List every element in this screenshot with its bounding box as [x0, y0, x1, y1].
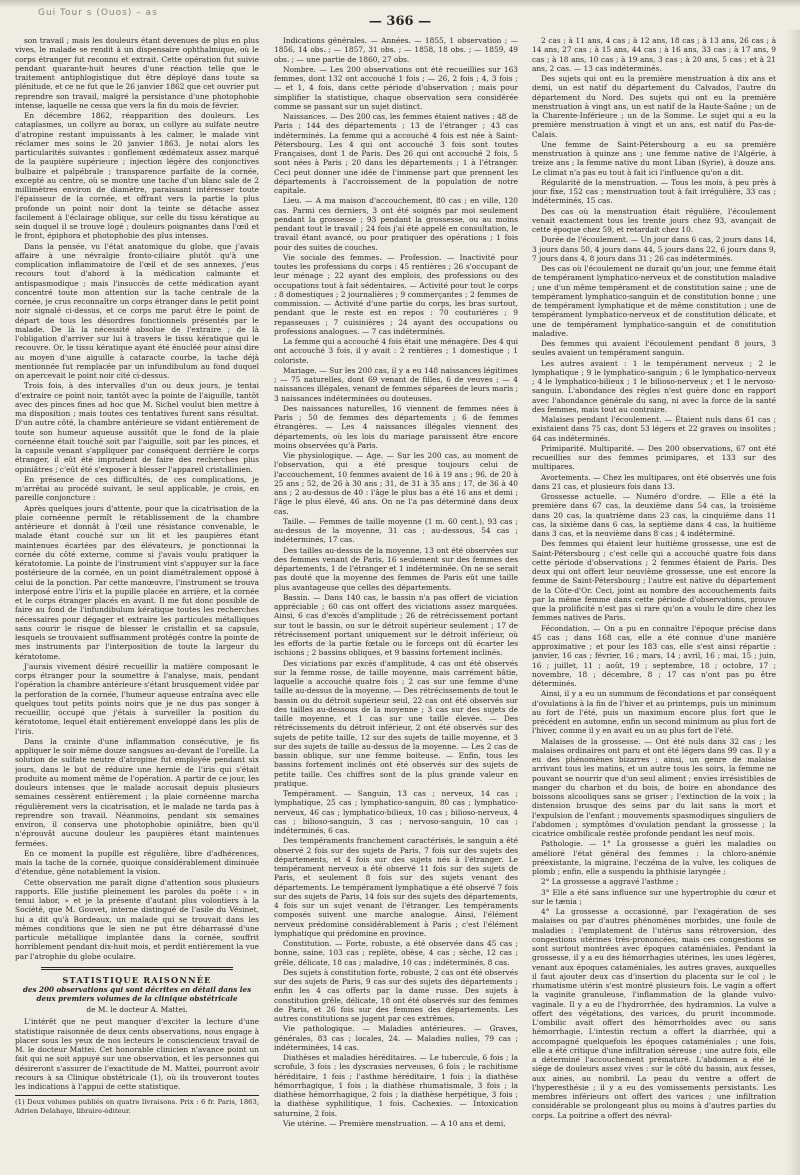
- column-1-body: [15, 36, 259, 961]
- paragraph: Dans la pensée, vu l'état anatomique du globe, que j'avais affaire à une névralgie fronto-ciliaire plutôt qu'à une complication inflammatoire de l'œil et de ses annexes, j'eus recours tout d'abord à la médication calmante et antispasmodique ; mais l'insuccès de cette médication ayant concentré toute mon attention sur la tache centrale de la cornée, je crus reconnaître un corps étranger dans le petit point noir signalé ci-dessus, et ce corps me parut être le point de départ de tous les désordres fonctionnels présentés par le malade. De là la nécessité absolue de l'extraire ; de là l'obligation d'arriver sur lui à travers le tissu kératique qui le recouvre. Or, le tissu kératique ayant été énucléé pour ainsi dire au moyen d'une aiguille à cataracte courbe, la tache déjà mentionnée fut remplacée par un infundibulum au fond duquel on apercevait le point noir cité ci-dessus.: [15, 241, 259, 380]
- paragraph: Vie sociale des femmes. — Profession. — Inactivité pour toutes les professions du corps : 45 rentières ; 26 s'occupant de leur ménage ; 22 ayant des emplois, des professions ou des occupations tout à fait sédentaires. — Activité pour tout le corps : 8 domestiques ; 2 journalières ; 9 commerçantes ; 2 femmes de commission. — Activité d'une partie du corps, les bras surtout, pendant que le reste est en repos : 70 couturières ; 9 repasseuses ; 7 cuisinières ; 24 ayant des occupations ou professions analogues. — 7 cas indéterminés.: [274, 252, 518, 336]
- paragraph: Des sujets à constitution forte, robuste, 2 cas ont été observés sur des sujets de Paris, 9 cas sur des sujets des départements ; enfin les 4 cas offerts par la dame russe. Des sujets à constitution grêle, délicate, 18 ont été observés sur des femmes de Paris, et 26 fois sur des femmes des départements. Les autres constitutions se jugent par ces extrêmes.: [274, 967, 518, 1023]
- paragraph: La femme qui a accouché 4 fois était une ménagère. Des 4 qui ont accouché 3 fois, il y avait : 2 rentières ; 1 domestique ; 1 coloriste.: [274, 337, 518, 365]
- page-number: — 366 —: [368, 14, 432, 29]
- scan-top-edge: [0, 0, 800, 8]
- paragraph: Primiparité. Multiparité. — Des 200 observations, 67 ont été recueillies sur des femmes primipares, et 133 sur des multipares.: [532, 443, 776, 472]
- paragraph: 4° La grossesse a occasionné, par l'exagération de ses malaises ou par d'autres phénomènes morbides, une foule de maladies : l'emplatement de l'utérus sans rétroversion, des congestions utérines très-prononcées, mais ces congestions se sont surtout montrées avec époques cataméniales. Pendant la grossesse, il y a eu des hémorrhagies utérines, les unes légères, venant aux époques cataméniales, les autres graves, auxquelles il faut ajouter deux cas d'insertion du placenta sur le col ; le rhumatisme utérin s'est montré plusieurs fois. Le vagin a offert la vaginite granuleuse, l'inflammation de la glande vulvo-vaginale. Il y a eu de l'hydrorrhée, des hydramnios. La vulve a offert des végétations, des varices, du prurit incommode. L'ombilic avait offert des hémorrhoïdes avec ou sans hémorrhagie. L'intestin rectum a offert la diarrhée, qui a accompagné quelquefois les époques cataméniales ; une fois, elle a été critique d'une infiltration séreuse ; une autre fois, elle a déterminé l'accouchement prématuré. L'abdomen a été le siège de douleurs assez vives : sur le côté du bassin, aux fesses, aux aines, au nombril. La peau du ventre a offert de l'hyperesthésie ; il y a eu des vomissements persistants. Les membres inférieurs ont offert des varices ; une infiltration considérable se prolongeant plus ou moins à d'autres parties du corps. La poitrine a offert des névral-: [532, 907, 776, 1120]
- paragraph: Vie physiologique. — Age. — Sur les 200 cas, au moment de l'observation, qui a été presque toujours celui de l'accouchement, 10 femmes avaient de 16 à 19 ans ; 96, de 20 à 25 ans ; 52, de 26 à 30 ans ; 31, de 31 à 35 ans ; 17, de 36 à 40 ans ; 2 au-dessus de 40 : l'âge le plus bas a été 16 ans et demi ; l'âge le plus élevé, 46 ans. On ne l'a pas déterminé dans deux cas.: [274, 451, 518, 516]
- paragraph: Indications générales. — Années. — 1855, 1 observation ; — 1856, 14 obs. ; — 1857, 31 obs. ; — 1858, 18 obs. ; — 1859, 49 obs. ; — une partie de 1860, 27 obs.: [274, 36, 518, 64]
- paragraph: Cette observation me paraît digne d'attention sous plusieurs rapports. Elle justifie pleinement les paroles du poëte : « in tenui labor, » et je la présente d'autant plus volontiers à la Société, que M. Gouvet, interne distingué de l'asile du Vésinet, lui a dit qu'à Bordeaux, un malade qui se trouvait dans les mêmes conditions que le sien ne put être débarrassé d'une particule métallique implantée dans la cornée, souffrit horriblement pendant dix-huit mois, et perdit entièrement la vue par l'atrophie du globe oculaire.: [15, 877, 259, 961]
- paragraph: Malaises de la grossesse. — Ont été nuls dans 32 cas ; les malaises ordinaires ont paru et ont été légers dans 99 cas. Il y a eu des phénomènes bizarres ; ainsi, un genre de malaise arrivant tous les matins, et un autre tous les soirs, la femme ne pouvant se nourrir que d'un seul aliment ; envies irrésistibles de manger du charbon et du bois, de boire en abondance des boissons alcooliques sans se griser ; l'extinction de la voix ; la distension brusque des seins par du lait sans la mort et l'expulsion de l'enfant ; mouvements spasmodiques singuliers de l'abdomen ; symptômes d'ovulation pendant la grossesse ; la cicatrice ombilicale restée profonde pendant les neuf mois.: [532, 736, 776, 838]
- paragraph: Des viciations par excès d'amplitude, 4 cas ont été observés sur la femme rosse, de taille moyenne, mais carrément bâtie, laquelle a accouché quatre fois ; 2 cas sur une femme d'une taille au-dessus de la moyenne. — Des rétrécissements de tout le bassin ou du détroit supérieur seul, 22 cas ont été observés sur des tailles au-dessous de la moyenne ; 3 cas sur des sujets de taille moyenne, et 1 cas sur une taille élevée. — Des rétrécissements du détroit inférieur, 2 ont été observés sur des sujets de petite taille, 12 sur des sujets de taille moyenne, et 3 sur des sujets de taille au-dessus de la moyenne. — Les 2 cas de bassin oblique, sur une femme boiteuse. — Enfin, tous les bassins fortement inclinés ont été observés sur des sujets de petite taille. Ces chiffres sont de la plus grande valeur en pratique.: [274, 658, 518, 788]
- paragraph: Des femmes qui avaient l'écoulement pendant 8 jours, 3 seules avaient un tempérament sanguin.: [532, 339, 776, 358]
- paragraph: Bassin. — Dans 140 cas, le bassin n'a pas offert de viciation appréciable ; 60 cas ont offert des viciations assez marquées. Ainsi, 6 cas d'excès d'amplitude ; 26 de rétrécissement portant sur tout le bassin, ou sur le détroit supérieur seulement ; 17 de rétrécissement portant uniquement sur le détroit inférieur, où les efforts de la partie fœtale ou le forceps ont dû écarter les ischions ; 2 bassins obliques, et 9 bassins fortement inclinés.: [274, 592, 518, 658]
- paragraph: En décembre 1862, réapparition des douleurs. Les cataplasmes, un collyre au borax, un collyre au sulfate neutre d'atropine restant impuissants à les calmer, le malade vint réclamer mes soins le 20 janvier 1863. Je notai alors les particularités suivantes : gonflement œdémateux assez marqué de la paupière supérieure ; injection légère des conjonctives bulbaire et palpébrale ; transparence parfaite de la cornée, excepté au centre, où se montre une tache d'un blanc sale de 2 millimètres environ de diamètre, paraissant intéresser toute l'épaisseur de la cornée, et offrant vers la partie la plus profonde un point noir dont la teinte se détache assez facilement à l'éclairage oblique, sur celle du tissu kératique au sein duquel il se trouve logé ; douleurs poignantes dans l'œil et le front, épiphora et photophobie des plus intenses.: [15, 111, 259, 241]
- paragraph: Des cas où la menstruation était régulière, l'écoulement venait exactement tous les trente jours chez 93, avançait de cette époque chez 59, et retardait chez 10.: [532, 206, 776, 234]
- paragraph: Mariage. — Sur les 200 cas, il y a eu 148 naissances légitimes ; — 75 naturelles, dont 69 venant de filles, 6 de veuves ; — 4 naissances illégales, venant de femmes séparées de leurs maris ; 3 naissances indéterminées ou douteuses.: [274, 365, 518, 403]
- column-2: [274, 36, 518, 1161]
- paragraph: Trois fois, à des intervalles d'un ou deux jours, je tentai d'extraire ce point noir, tantôt avec la pointe de l'aiguille, tantôt avec des pinces fines ad hoc que M. Sichel voulut bien mettre à ma disposition ; mais toutes ces tentatives furent sans résultat. D'un autre côté, la chambre antérieure se vidant entièrement de toute son humeur aqueuse aussitôt que le fond de la plaie cornéenne était touché soit par l'aiguille, soit par les pinces, et la capsule venant s'appliquer par conséquent derrière le corps étranger, il eût été imprudent de faire des recherches plus opiniâtres ; c'eût été s'exposer à blesser l'appareil cristallinien.: [15, 381, 259, 474]
- paragraph: En ce moment la pupille est régulière, libre d'adhérences, mais la tache de la cornée, quoique considérablement diminuée d'étendue, gêne notablement la vision.: [15, 848, 259, 877]
- paragraph: Naissances. — Des 200 cas, les femmes étaient natives : 48 de Paris ; 144 des départements ; 13 de l'étranger ; 43 cas indéterminés. La femme qui a accouché 4 fois est née à Saint-Pétersbourg. Les 4 qui ont accouché 3 fois sont toutes Françaises, dont 1 de Paris. Des 26 qui ont accouché 2 fois, 5 sont nées à Paris ; 20 dans les départements ; 1 à l'étranger. Ceci peut donner une idée de l'immense part que prennent les départements à l'accroissement de la population de notre capitale.: [274, 112, 518, 195]
- paragraph: Des naissances naturelles, 16 viennent de femmes nées à Paris ; 50 de femmes des départements ; 6 de femmes étrangères. — Les 4 naissances illégales viennent des départements, où les lois du mariage paraissent être encore moins observées qu'à Paris.: [274, 403, 518, 450]
- paragraph: Ainsi, il y a eu un summum de fécondations et par conséquent d'ovulations à la fin de l'hiver et au printemps, puis un minimum au fort de l'été, puis un maximum encore plus fort que le précédent en automne, enfin un second minimum au plus fort de l'hiver, comme il y en avait eu un au plus fort de l'été.: [532, 689, 776, 736]
- paragraph: En présence de ces difficultés, de ces complications, je m'arrêtai au procédé suivant, le seul applicable, je crois, en pareille conjoncture :: [15, 474, 259, 503]
- running-head-left: Gui Tour s (Ouos) – as: [38, 8, 158, 18]
- paragraph: Des femmes qui étaient leur huitième grossesse, une est de Saint-Pétersbourg ; c'est celle qui a accouché quatre fois dans cette période d'observations ; 2 femmes étaient de Paris. Des deux qui ont offert leur neuvième grossesse, une est encore la femme de Saint-Pétersbourg ; l'autre est native du département de la Côte-d'Or. Ceci, joint au nombre des accouchements faits par la même femme dans cette période d'observations, prouve que la prolificité n'est pas si rare qu'on a voulu le dire chez les femmes natives de Paris.: [532, 539, 776, 623]
- paragraph: Vie pathologique. — Maladies antérieures. — Graves, générales, 83 cas ; locales, 24. — Maladies nulles, 79 cas ; indéterminées, 14 cas.: [274, 1024, 518, 1052]
- paragraph: Grossesse actuelle. — Numéro d'ordre. — Elle a été la première dans 67 cas, la deuxième dans 54 cas, la troisième dans 20 cas, la quatrième dans 23 cas, la cinquième dans 11 cas, la sixième dans 6 cas, la septième dans 4 cas, la huitième dans 3 cas, et la neuvième dans 8 cas ; 4 indéterminé.: [532, 492, 776, 538]
- paragraph: Lieu. — A ma maison d'accouchement, 80 cas ; en ville, 120 cas. Parmi ces derniers, 3 ont été soignés par moi seulement pendant la grossesse ; 93 pendant la grossesse, ou au moins pendant tout le travail ; 24 fois j'ai été appelé en consultation, le travail étant avancé, ou pour pratiquer des opérations ; 1 fois pour des suites de couches.: [274, 196, 518, 252]
- scan-right-edge: [786, 30, 800, 1175]
- section-title: STATISTIQUE RAISONNÉE: [62, 974, 212, 985]
- section-author: de M. le docteur A. Mattei.: [86, 1005, 188, 1014]
- paragraph: Pathologie. — 1° La grossesse a guéri les maladies ou amélioré l'état général des femmes : la chloro-anémie préexistante, la migraine, l'eczéma de la vulve, les coliques de plomb ; enfin, elle a suspendu la phthisie laryngée ;: [532, 839, 776, 876]
- section-divider: [41, 967, 233, 970]
- paragraph: Vie utérine. — Première menstruation. — A 10 ans et demi,: [283, 1118, 506, 1128]
- column-1: [15, 36, 259, 1161]
- footnote: (1) Deux volumes publiés en quatre livraisons. Prix : 6 fr. Paris, 1863, Adrien Delahaye, libraire-éditeur.: [15, 1095, 259, 1115]
- paragraph: J'aurais vivement désiré recueillir la matière composant le corps étranger pour la soumettre à l'analyse, mais, pendant l'opération la chambre antérieure s'étant brusquement vidée par la perforation de la cornée, l'humeur aqueuse entraîna avec elle quelques tout petits points noirs que je ne dus pas songer à recueillir, occupé que j'étais à surveiller la position du kératotome, lequel était entièrement enveloppé dans les plis de l'iris.: [15, 661, 259, 736]
- paragraph: Des cas où l'écoulement ne durait qu'un jour, une femme était de tempérament lymphatico-nerveux et de constitution maladive ; une d'un même tempérament et de constitution saine ; une de tempérament lymphatico-sanguin et de constitution bonne ; une de tempérament lymphatique et de même constitution ; une de tempérament lymphatico-nerveux et de constitution délicate, et une de tempérament lymphatico-sanguin et de constitution maladive.: [532, 264, 776, 338]
- paragraph: 2 cas ; à 11 ans, 4 cas ; à 12 ans, 18 cas ; à 13 ans, 26 cas ; à 14 ans, 27 cas ; à 15 ans, 44 cas ; à 16 ans, 33 cas ; à 17 ans, 9 cas ; à 18 ans, 10 cas ; à 19 ans, 3 cas ; à 20 ans, 5 cas ; et à 21 ans, 2 cas. — 13 cas indéterminés.: [532, 36, 776, 73]
- section-body: [15, 1017, 259, 1091]
- paragraph: Tempérament. — Sanguin, 13 cas ; nerveux, 14 cas ; lymphatique, 25 cas ; lymphatico-sanguin, 80 cas ; lymphatico-nerveux, 46 cas ; lymphatico-bilieux, 10 cas ; bilioso-nerveux, 4 cas ; bilioso-sanguin, 3 cas ; nervoso-sanguin, 10 cas ; indéterminés, 6 cas.: [274, 789, 518, 835]
- paragraph: Les autres avaient : 1 le tempérament nerveux ; 2 le lymphatique ; 9 le lymphatico-sanguin ; 6 le lymphatico-nerveux ; 4 le lymphatico-bilieux ; 1 le bilioso-nerveux ; et 1 le nervoso-sanguin. L'abondance des règles n'est guère donc en rapport avec l'abondance générale du sang, ni avec la force de la santé des femmes, mais tout au contraire.: [532, 358, 776, 414]
- paragraph: Avortements. — Chez les multipares, ont été observés une fois dans 21 cas, et plusieurs fois dans 13.: [532, 472, 776, 491]
- column-3: [532, 36, 776, 1161]
- paragraph: Taille. — Femmes de taille moyenne (1 m. 60 cent.), 93 cas ; au-dessus de la moyenne, 31 cas ; au-dessous, 54 cas ; indéterminés, 17 cas.: [274, 516, 518, 545]
- paragraph: Une femme de Saint-Pétersbourg a eu sa première menstruation à quinze ans ; une femme native de l'Algérie, à treize ans ; la femme native du mont Liban (Syrie), à douze ans. Le climat n'a pas eu tout à fait ici l'influence qu'on a dit.: [532, 139, 776, 177]
- paragraph: Durée de l'écoulement. — Un jour dans 6 cas, 2 jours dans 14, 3 jours dans 50, 4 jours dans 44, 5 jours dans 22, 6 jours dans 9, 7 jours dans 4, 8 jours dans 31 ; 26 cas indéterminés.: [532, 235, 776, 263]
- paragraph: Diathèses et maladies héréditaires. — Le tubercule, 6 fois ; la scrofule, 3 fois ; les dyscrasies nerveuses, 6 fois ; le rachitisme héréditaire, 1 fois ; l'asthme héréditaire, 1 fois ; la diathèse hémorrhagique, 1 fois ; la diathèse rhumatismale, 3 fois ; la diathèse hémorrhagique, 2 fois ; la diathèse herpétique, 3 fois ; la diathèse syphilitique, 1 fois. Cachexies. — Intoxication saturnine, 2 fois.: [274, 1053, 518, 1118]
- paragraph: Fécondation. — On a pu en connaître l'époque précise dans 45 cas ; dans 168 cas, elle a été connue d'une manière approximative ; et pour les 183 cas, elle s'est ainsi répartie : janvier, 16 cas ; février, 16 ; mars, 14 ; avril, 16 ; mai, 15 ; juin, 16 ; juillet, 11 ; août, 19 ; septembre, 18 ; octobre, 17 ; novembre, 18 ; décembre, 8 ; 17 cas n'ont pas pu être déterminés.: [532, 623, 776, 688]
- paragraph: Constitution. — Forte, robuste, a été observée dans 45 cas ; bonne, saine, 103 cas ; replète, obèse, 4 cas ; sèche, 12 cas ; grêle, délicate, 18 cas ; maladive, 10 cas ; indéterminés, 8 cas.: [274, 939, 518, 967]
- paragraph: Nombre. — Les 200 observations ont été recueillies sur 163 femmes, dont 132 ont accouché 1 fois ; — 26, 2 fois ; 4, 3 fois ; — et 1, 4 fois, dans cette période d'observation ; mais pour simplifier la statistique, chaque observation sera considérée comme se passant sur un sujet distinct.: [274, 64, 518, 111]
- paragraph: Dans la crainte d'une inflammation consécutive, je fis appliquer le soir même douze sangsues au-devant de l'oreille. La solution de sulfate neutre d'atropine fut employée pendant six jours, dans le but de réduire une hernie de l'iris qui s'était produite au moment même de l'opération. A partir de ce jour, les douleurs intenses que le malade accusait depuis plusieurs semaines cessèrent entièrement ; la plaie cornéenne marcha régulièrement vers la cicatrisation, et le malade ne tarda pas à reprendre son travail. Néanmoins, pendant six semaines environ, il conserva une photophobie opiniâtre, bien qu'il n'éprouvât aucune douleur les paupières étant maintenues fermées.: [15, 736, 259, 848]
- paragraph: son travail ; mais les douleurs étant devenues de plus en plus vives, le malade se rendit à un dispensaire ophthalmique, où le corps étranger fut reconnu et extrait. Cette opération fut suivie pendant quarante-huit heures d'une réaction telle que le traitement antiphlogistique dut être déployé dans toute sa plénitude, et ce ne fut que le 26 janvier 1862 que cet ouvrier put reprendre son travail, malgré la persistance d'une photophobie intense, laquelle ne cessa que vers la fin du mois de février.: [15, 36, 259, 110]
- paragraph: Après quelques jours d'attente, pour que la cicatrisation de la plaie cornéenne permît le rétablissement de la chambre antérieure et donnât à l'œil une résistance convenable, le malade étant couché sur un lit et les paupières étant maintenues écartées par des élévateurs, je ponctionnai la cornée du côté externe, comme si j'avais voulu pratiquer la kératotomie. La pointe de l'instrument vint s'appuyer sur la face postérieure de la cornée, en un point diamétralement opposé à celui de la ponction. Par cette manœuvre, l'instrument se trouva interposé entre l'iris et la pupille placée en arrière, et la cornée et le corps étranger placés en avant. Il me fut donc possible de faire au fond de l'infundibulum kératique toutes les recherches nécessaires pour dégager et extraire les particules métalliques sans courir le risque de blesser le cristallin et sa capsule, lesquels se trouvaient suffisamment protégés contre la pointe de mes instruments par l'interposition de toute la largeur du kératotome.: [15, 503, 259, 661]
- paragraph: Des tailles au-dessus de la moyenne, 13 ont été observées sur des femmes venant de Paris, 16 seulement sur des femmes des départements, 1 de l'étranger et 1 indéterminée. On ne se serait pas douté que la moyenne des femmes de Paris eût une taille plus avantageuse que celles des départements.: [274, 545, 518, 592]
- paragraph: Régularité de la menstruation. — Tous les mois, à peu près à jour fixe, 152 cas ; menstruation tout à fait irrégulière, 33 cas ; indéterminés, 15 cas.: [532, 177, 776, 206]
- column-2-body: [274, 36, 518, 1128]
- paragraph: 2° La grossesse a aggravé l'asthme ;: [541, 877, 679, 887]
- paragraph: Malaises pendant l'écoulement. — Étaient nuls dans 61 cas ; existaient dans 75 cas, dont 53 légers et 22 graves ou insolites ; 64 cas indéterminés.: [532, 415, 776, 443]
- paragraph: Des sujets qui ont eu la première menstruation à dix ans et demi, un est natif du département du Calvados, l'autre du département du Nord. Des sujets qui ont eu la première menstruation à vingt ans, un est natif de la Haute-Saône ; un de la Charente-Inférieure ; un de la Somme. Le sujet qui a eu la première menstruation à vingt et un ans, est natif du Pas-de-Calais.: [532, 74, 776, 139]
- section-subtitle: des 200 observations qui sont décrites en détail dans les deux premiers volumes de la clinique obstétricale: [22, 985, 252, 1003]
- paragraph: L'intérêt que ne peut manquer d'exciter la lecture d'une statistique raisonnée de deux cents observations, nous engage à placer sous les yeux de nos lecteurs le consciencieux travail de M. le docteur Mattei. Cet honorable clinicien n'avance point un fait qui ne soit appuyé sur une observation, et les personnes qui désireront s'assurer de l'exactitude de M. Mattei, pourront avoir recours à sa Clinique obstétricale (1), où ils trouveront toutes les indications à l'appui de cette statistique.: [15, 1017, 259, 1091]
- paragraph: Des tempéraments franchement caractérisés, le sanguin a été observé 2 fois sur des sujets de Paris, 7 fois sur des sujets des départements, et 4 fois sur des sujets nés à l'étranger. Le tempérament nerveux a été observé 11 fois sur des sujets de Paris, et seulement 8 fois sur des sujets venant des départements. Le tempérament lymphatique a été observé 7 fois sur des sujets de Paris, 14 fois sur des sujets des départements, 4 fois sur un sujet venant de l'étranger. Les tempéraments composés suivent une marche analogue. Ainsi, l'élément nerveux prédomine considérablement à Paris ; c'est l'élément lymphatique qui prédomine en province.: [274, 836, 518, 938]
- column-3-body: [532, 36, 776, 1120]
- running-head: [0, 8, 800, 28]
- paragraph: 3° Elle a été sans influence sur une hypertrophie du cœur et sur le tænia ;: [532, 887, 776, 906]
